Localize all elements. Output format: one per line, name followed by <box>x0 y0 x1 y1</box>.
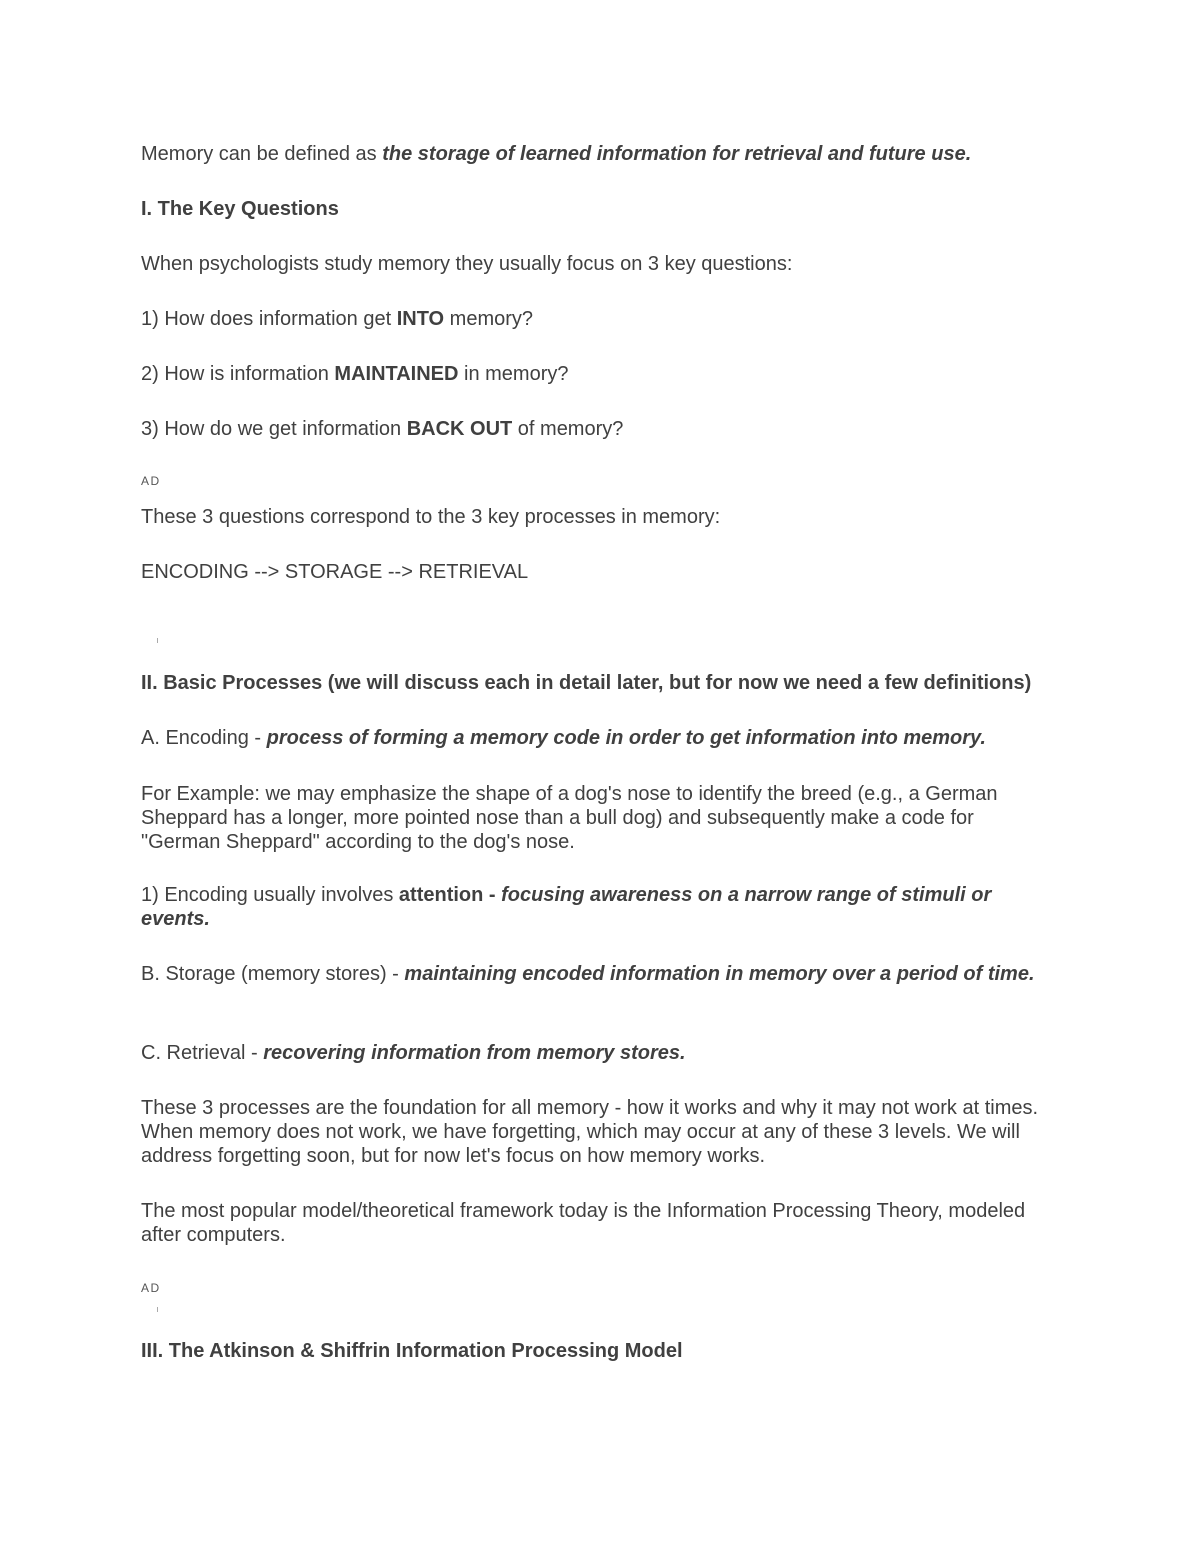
ad-label-2: AD <box>141 1281 161 1295</box>
attention-prefix: 1) Encoding usually involves <box>141 884 399 906</box>
model-paragraph: The most popular model/theoretical framework today is the Information Processing Theory, modeled after computers. <box>141 1200 1026 1246</box>
foundation-paragraph: These 3 processes are the foundation for all memory - how it works and why it may not work at times. When memory does not work, we have forgetting, which may occur at any of these 3 levels. We will address forgetting soon, but for now let's focus on how memory works. <box>141 1097 1039 1167</box>
question-3-before: 3) How do we get information <box>141 418 407 440</box>
encoding-definition <box>141 726 986 750</box>
question-2 <box>141 362 569 386</box>
retrieval-text: recovering information from memory stores. <box>263 1042 686 1064</box>
attention-definition <box>141 883 1056 931</box>
storage-label: B. Storage (memory stores) - <box>141 963 405 985</box>
section-3-heading: III. The Atkinson & Shiffrin Information Processing Model <box>141 1340 683 1362</box>
question-2-after: in memory? <box>458 363 569 385</box>
question-3-after: of memory? <box>512 418 624 440</box>
storage-text: maintaining encoded information in memory over a period of time. <box>404 963 1035 985</box>
question-2-before: 2) How is information <box>141 363 335 385</box>
processes-flow: ENCODING --> STORAGE --> RETRIEVAL <box>141 561 529 583</box>
attention-text: focusing awareness on a narrow range of stimuli or events. <box>141 884 992 930</box>
intro-prefix: Memory can be defined as <box>141 143 383 165</box>
question-1-after: memory? <box>444 308 534 330</box>
question-1-before: 1) How does information get <box>141 308 397 330</box>
ad-label: AD <box>141 474 161 488</box>
question-3-keyword: BACK OUT <box>406 418 513 440</box>
section-2-heading: II. Basic Processes (we will discuss each in detail later, but for now we need a few definitions) <box>141 672 1032 694</box>
intro-definition: the storage of learned information for retrieval and future use. <box>382 143 972 165</box>
encoding-text: process of forming a memory code in order to get information into memory. <box>266 727 986 749</box>
question-2-keyword: MAINTAINED <box>334 363 459 385</box>
question-1-keyword: INTO <box>396 308 445 330</box>
retrieval-definition <box>141 1041 686 1065</box>
section-1-heading: I. The Key Questions <box>141 198 339 220</box>
intro-paragraph <box>141 142 971 166</box>
processes-lead: These 3 questions correspond to the 3 key processes in memory: <box>141 506 721 528</box>
retrieval-label: C. Retrieval - <box>141 1042 264 1064</box>
encoding-label: A. Encoding - <box>141 727 267 749</box>
attention-term: attention - <box>398 884 502 906</box>
question-3 <box>141 417 623 441</box>
section-1-lead: When psychologists study memory they usually focus on 3 key questions: <box>141 253 793 275</box>
separator-mark <box>157 638 158 643</box>
separator-mark-2 <box>157 1307 158 1312</box>
encoding-example: For Example: we may emphasize the shape of a dog's nose to identify the breed (e.g., a German Sheppard has a longer, more pointed nose than a bull dog) and subsequently make a code for "German Sheppard" according to the dog's nose. <box>141 783 998 853</box>
question-1 <box>141 307 533 331</box>
storage-definition <box>141 962 1056 986</box>
